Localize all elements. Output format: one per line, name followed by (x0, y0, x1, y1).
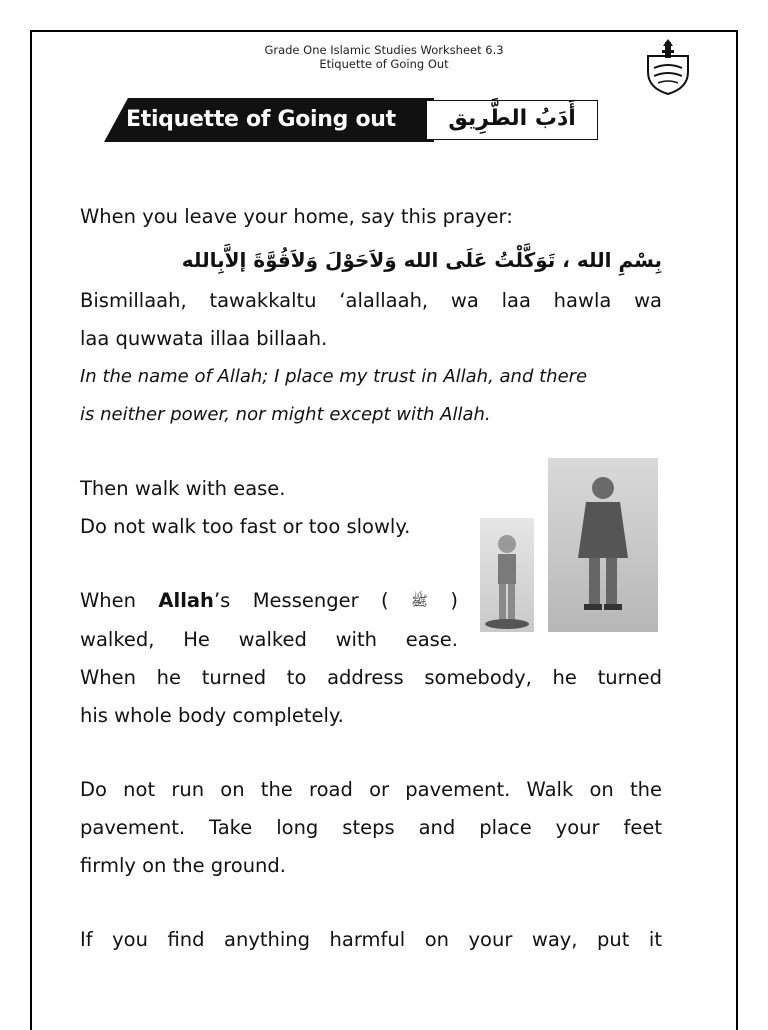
banner-title-arabic: أَدَبُ الطَّرِيق (426, 100, 598, 140)
header-line-1: Grade One Islamic Studies Worksheet 6.3 (264, 43, 504, 57)
translation-line-1: In the name of Allah; I place my trust in Allah, and there (80, 366, 588, 387)
walk-line-1: Then walk with ease. (80, 477, 286, 500)
turned-line-2: his whole body completely. (80, 703, 344, 727)
intro-text: When you leave your home, say this prayer: (80, 205, 513, 228)
walked-line: walked, He walked with ease. (80, 627, 458, 651)
worksheet-body (80, 198, 662, 959)
transliteration-line-2: laa quwwata illaa billaah. (80, 327, 328, 350)
title-banner (104, 98, 600, 142)
run-line-2: pavement. Take long steps and place your feet (80, 815, 662, 839)
messenger-bold: Allah (158, 589, 214, 612)
peace-be-upon-him-symbol: ﷺ (411, 593, 428, 610)
header-line-2: Etiquette of Going Out (319, 57, 449, 71)
messenger-close: ) (450, 589, 458, 612)
run-line-3: firmly on the ground. (80, 853, 286, 877)
walk-line-2: Do not walk too fast or too slowly. (80, 515, 411, 538)
run-line-1: Do not run on the road or pavement. Walk on the (80, 777, 662, 801)
arabic-prayer: بِسْمِ الله ، تَوَكَّلْتُ عَلَى الله وَلاَحَوْلَ وَلاَقُوَّةَ إلاَّبِالله (181, 248, 662, 272)
messenger-line (80, 582, 458, 621)
banner-title-english: Etiquette of Going out (126, 107, 396, 132)
messenger-pre: When (80, 589, 159, 612)
messenger-post: ’s Messenger ( (213, 589, 389, 612)
transliteration-line-1: Bismillaah, tawakkaltu ‘alallaah, wa laa hawla wa (80, 289, 662, 312)
harmful-line-1: If you find anything harmful on your way, put it (80, 927, 662, 951)
turned-line-1: When he turned to address somebody, he turned (80, 665, 662, 689)
school-crest-icon (642, 38, 694, 96)
translation-line-2: is neither power, nor might except with Allah. (80, 404, 491, 425)
